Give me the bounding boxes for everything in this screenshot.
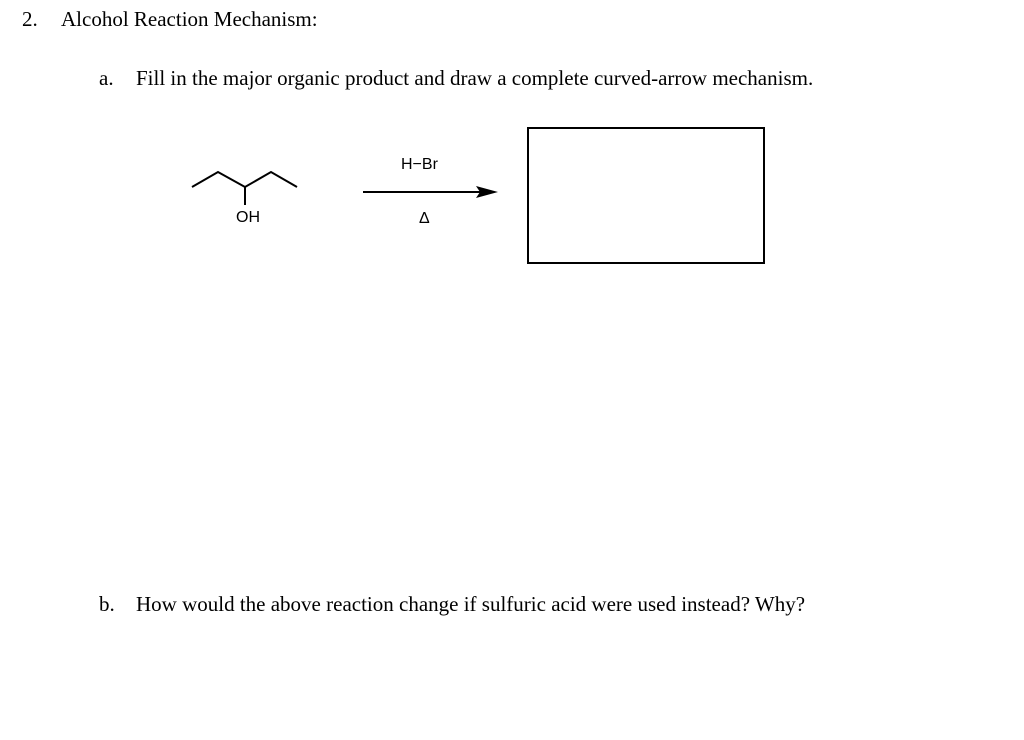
- part-a-label: a.: [99, 66, 114, 90]
- question-title: Alcohol Reaction Mechanism:: [61, 7, 318, 31]
- part-b-label: b.: [99, 592, 115, 616]
- pentanol-skeleton: [192, 172, 297, 187]
- question-number: 2.: [22, 7, 38, 31]
- part-b-text: How would the above reaction change if sulfuric acid were used instead? Why?: [136, 592, 806, 616]
- hydroxyl-label: OH: [236, 209, 260, 226]
- reagent-label: H−Br: [401, 156, 438, 173]
- heat-label: Δ: [419, 210, 430, 227]
- product-answer-box[interactable]: [527, 127, 765, 264]
- part-a-text: Fill in the major organic product and draw a complete curved-arrow mechanism.: [136, 66, 814, 90]
